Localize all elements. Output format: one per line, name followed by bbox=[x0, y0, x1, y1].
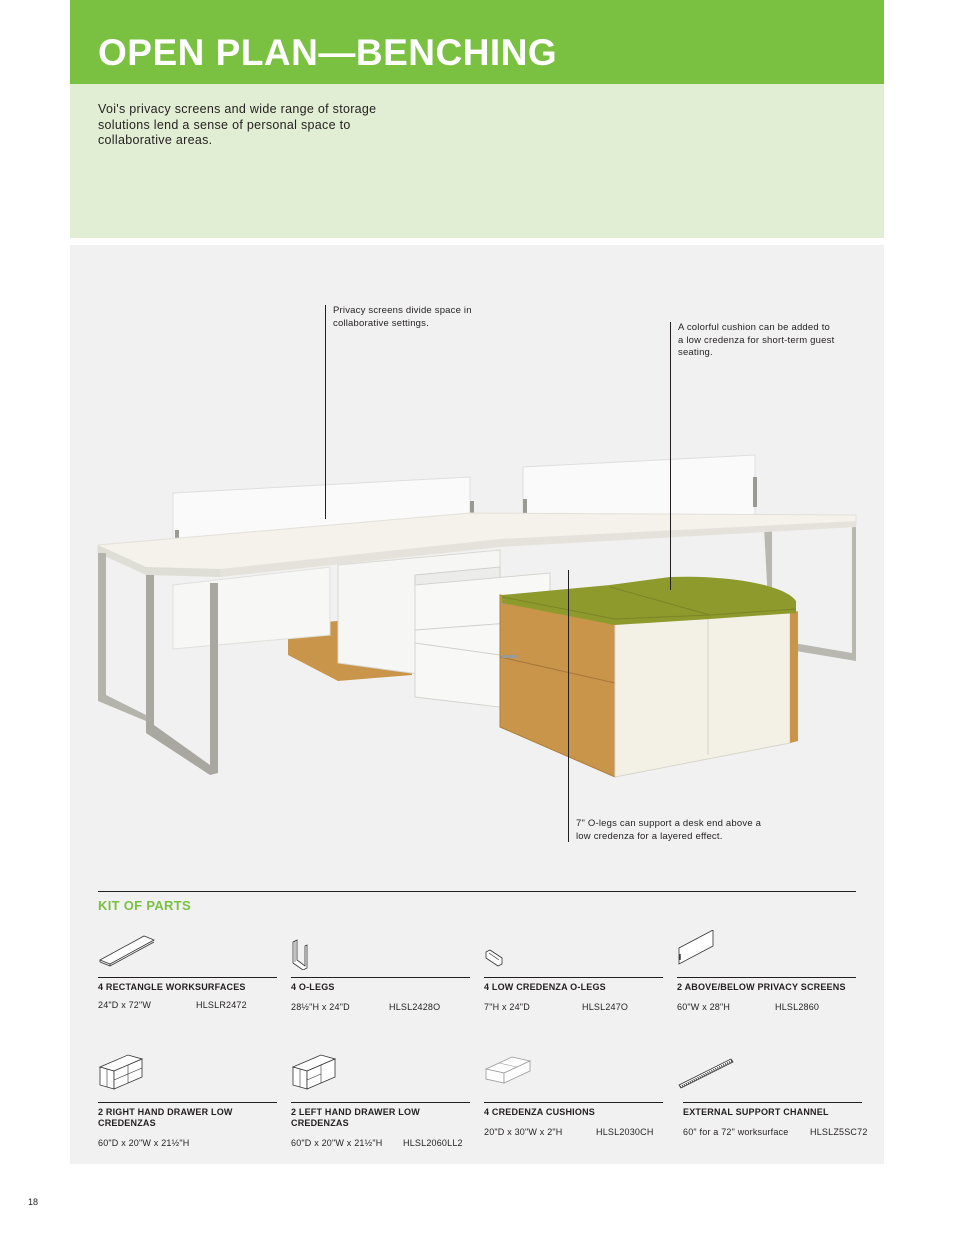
worksurface-icon bbox=[98, 930, 158, 970]
kit-title: KIT OF PARTS bbox=[98, 898, 191, 913]
privacy-screen-icon bbox=[677, 930, 717, 970]
credenza-front bbox=[615, 613, 790, 777]
screen-post bbox=[753, 477, 757, 507]
leader-line bbox=[568, 570, 569, 842]
o-leg-left bbox=[98, 553, 150, 721]
right-credenza-icon bbox=[98, 1053, 148, 1093]
modesty-panel bbox=[173, 567, 330, 649]
leader-line bbox=[670, 322, 671, 590]
support-channel-icon bbox=[677, 1053, 737, 1093]
credenza-wood-side bbox=[500, 595, 615, 777]
page-title: OPEN PLAN—BENCHING bbox=[98, 32, 558, 73]
page-number: 18 bbox=[28, 1197, 39, 1207]
content-panel: Privacy screens divide space in collaborative settings. A colorful cushion can be added to a low credenza for short-term guest seating. 7" O-legs can support a desk end above a low credenza for a layered effect. KIT OF PARTS 4 RECTANGLE WORKSURFACES 24"D x 72"W HLSLR2472 4 O-LEGS 28½"H x 24"D HLSL2428O 4 LOW CREDENZA O-LEGS 7"H x 24"D HLSL247O 2 ABOVE/BELOW PRIVACY SCREENS 60"W x 28"H HLSL2860 2 RIGHT HAND DRAWER LOW CREDENZAS 60"D x 20"W x 21½"H 2 LEFT HAND DRAWER LOW CREDENZAS 60"D x 20"W x 21½"H HLSL2060LL2 4 CREDENZA CUSHIONS 20"D x 30"W x 2"H HLSL2030CH EXTERNAL SUPPORT CHANNEL 60" for a 72" worksurface HLSLZ5SC72 bbox=[70, 245, 884, 1164]
callout-privacy-screens: Privacy screens divide space in collaborative settings. bbox=[333, 305, 472, 329]
o-leg-icon bbox=[291, 930, 321, 970]
low-o-leg-icon bbox=[484, 930, 514, 970]
header-band bbox=[70, 0, 884, 84]
leader-line bbox=[325, 305, 326, 519]
kit-divider bbox=[98, 891, 856, 892]
callout-cushion: A colorful cushion can be added to a low credenza for short-term guest seating. bbox=[678, 322, 835, 358]
cushion-icon bbox=[484, 1053, 534, 1093]
left-credenza-icon bbox=[291, 1053, 341, 1093]
credenza-wood-end bbox=[790, 611, 798, 743]
intro-panel bbox=[70, 84, 884, 238]
callout-o-legs: 7" O-legs can support a desk end above a low credenza for a layered effect. bbox=[576, 818, 762, 842]
intro-text: Voi's privacy screens and wide range of storage solutions lend a sense of personal space to collaborative areas. bbox=[98, 102, 377, 147]
